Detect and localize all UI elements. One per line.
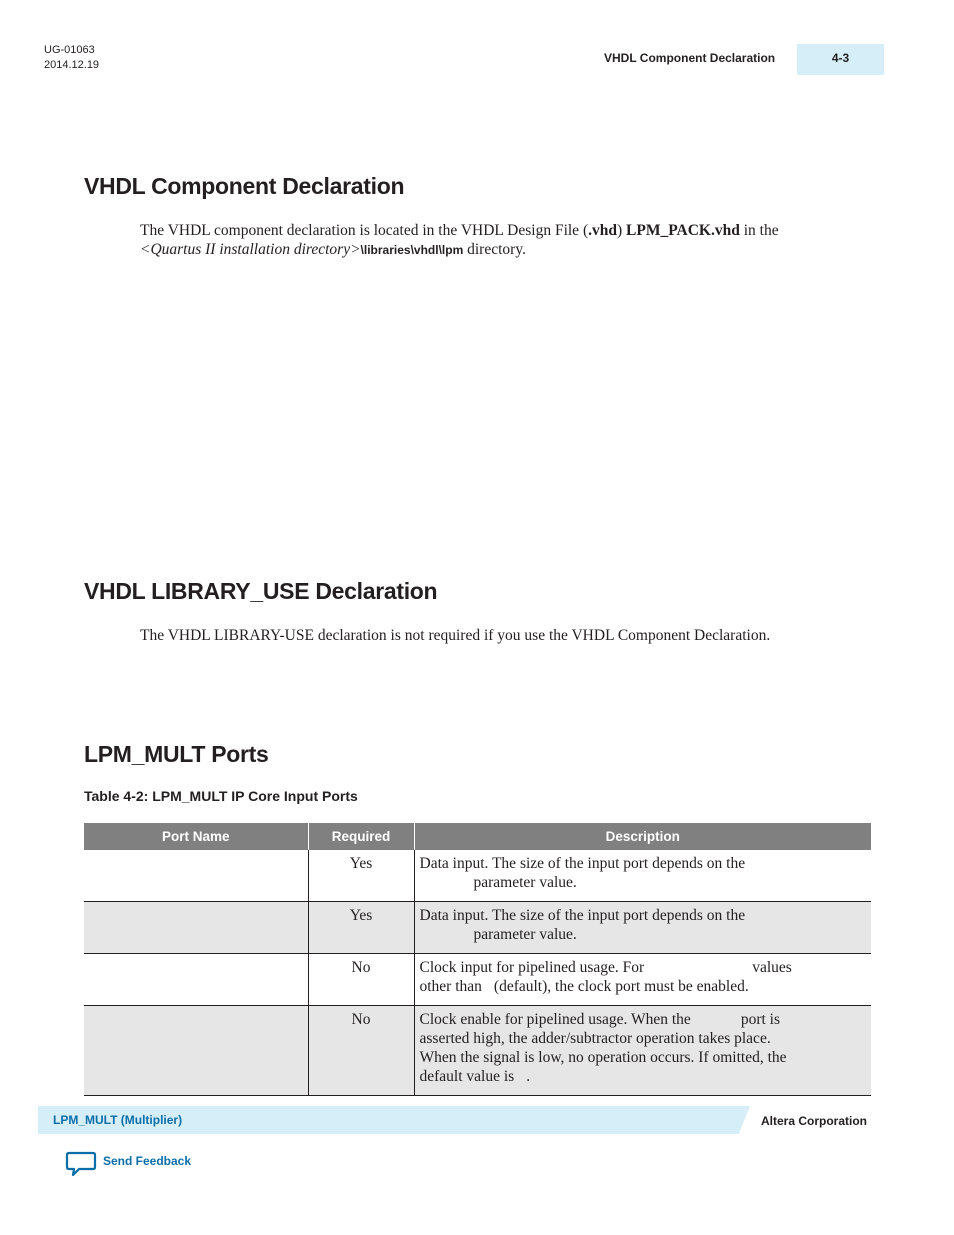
description-cell	[414, 1006, 871, 1096]
table-row	[84, 954, 871, 1006]
required-cell: Yes	[308, 902, 414, 954]
text: The VHDL component declaration is located in the VHDL Design File (	[140, 222, 589, 239]
desc-text: values	[752, 959, 792, 976]
port-name-cell	[84, 902, 308, 954]
desc-text: default value is	[419, 1068, 515, 1085]
doc-date: 2014.12.19	[44, 59, 100, 71]
send-feedback-link[interactable]: Send Feedback	[103, 1154, 192, 1168]
table-row	[84, 850, 871, 902]
desc-text: (default), the clock port must be enabled.	[493, 978, 749, 995]
file-name: LPM_PACK.vhd	[626, 222, 740, 239]
doc-id: UG-01063	[44, 44, 95, 56]
table-header-row	[84, 823, 871, 850]
text: in the	[739, 222, 779, 239]
col-required: Required	[308, 823, 414, 850]
header-doc-info	[44, 43, 99, 73]
ext-vhd: .vhd	[588, 222, 617, 239]
lib-path: \libraries\vhdl\lpm	[360, 243, 464, 257]
description-cell	[414, 850, 871, 902]
footer-company: Altera Corporation	[761, 1114, 868, 1128]
install-dir: <Quartus II installation directory>	[140, 241, 361, 258]
page-number: 4-3	[831, 51, 850, 65]
required-cell: Yes	[308, 850, 414, 902]
port-name-cell	[84, 954, 308, 1006]
desc-text: other than	[419, 978, 482, 995]
desc-text: Clock enable for pipelined usage. When the	[419, 1011, 691, 1028]
desc-text: asserted high, the adder/subtractor operation takes place.	[419, 1030, 771, 1047]
heading-vhdl-component-declaration: VHDL Component Declaration	[84, 173, 405, 199]
table-row	[84, 902, 871, 954]
desc-text: port is	[740, 1011, 780, 1028]
description-cell	[414, 902, 871, 954]
port-name-cell	[84, 1006, 308, 1096]
description-cell	[414, 954, 871, 1006]
col-description: Description	[414, 823, 871, 850]
text: directory.	[463, 241, 526, 258]
paragraph-library-use: The VHDL LIBRARY-USE declaration is not required if you use the VHDL Component Declaration.	[140, 627, 771, 644]
port-name-cell	[84, 850, 308, 902]
desc-text: parameter value.	[473, 926, 577, 943]
paragraph-component-location	[140, 221, 880, 260]
feedback-icon[interactable]	[65, 1150, 97, 1178]
desc-text: .	[526, 1068, 531, 1085]
desc-text: parameter value.	[473, 874, 577, 891]
required-cell: No	[308, 1006, 414, 1096]
col-port-name: Port Name	[84, 823, 308, 850]
heading-lpm-mult-ports: LPM_MULT Ports	[84, 741, 269, 767]
required-cell: No	[308, 954, 414, 1006]
header-section-title: VHDL Component Declaration	[604, 51, 776, 65]
desc-text: Data input. The size of the input port depends on the	[419, 855, 746, 872]
desc-text: Data input. The size of the input port depends on the	[419, 907, 746, 924]
input-ports-table	[84, 823, 871, 1096]
footer-doc-link[interactable]: LPM_MULT (Multiplier)	[53, 1113, 183, 1127]
desc-text: When the signal is low, no operation occurs. If omitted, the	[419, 1049, 787, 1066]
heading-library-use: VHDL LIBRARY_USE Declaration	[84, 578, 438, 604]
text: )	[616, 222, 627, 239]
table-caption: Table 4-2: LPM_MULT IP Core Input Ports	[84, 788, 358, 804]
desc-text: Clock input for pipelined usage. For	[419, 959, 645, 976]
table-row	[84, 1006, 871, 1096]
